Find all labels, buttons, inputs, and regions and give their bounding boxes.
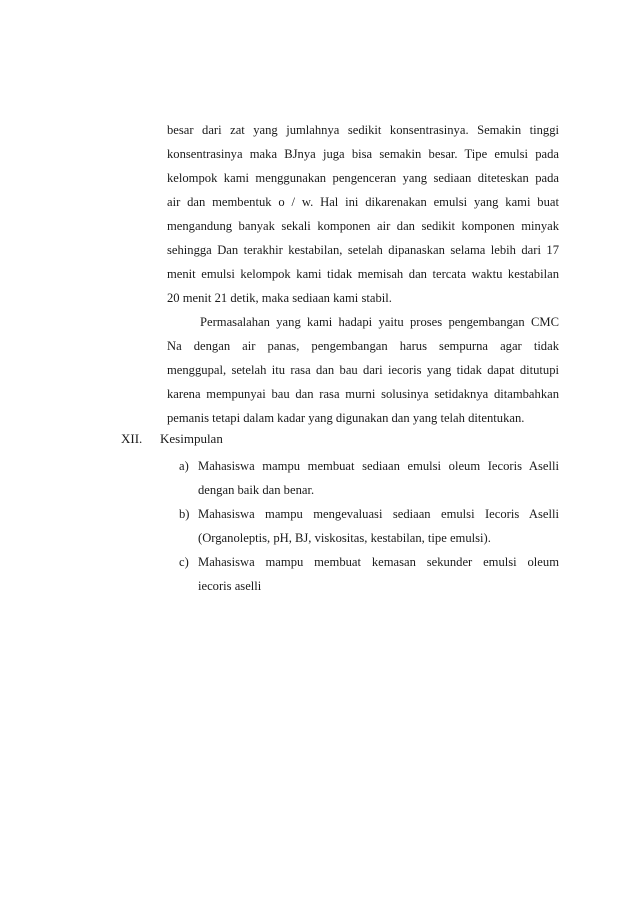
section-title: Kesimpulan bbox=[160, 431, 223, 446]
text-line: mengandung banyak sekali komponen air dan sedikit komponen minyak bbox=[167, 219, 559, 233]
text-line: konsentrasinya maka BJnya juga bisa semakin besar. Tipe emulsi pada bbox=[167, 147, 559, 161]
list-marker: b) bbox=[179, 507, 190, 521]
section-number: XII. bbox=[121, 431, 143, 446]
text-line: besar dari zat yang jumlahnya sedikit konsentrasinya. Semakin tinggi bbox=[167, 123, 559, 137]
text-line: iecoris aselli bbox=[198, 579, 262, 593]
text-line: menit emulsi kelompok kami tidak memisah dan tercata waktu kestabilan bbox=[167, 267, 559, 281]
text-line: menggupal, setelah itu rasa dan bau dari iecoris yang tidak dapat ditutupi bbox=[167, 363, 559, 377]
text-line: (Organoleptis, pH, BJ, viskositas, kestabilan, tipe emulsi). bbox=[198, 531, 491, 545]
text-line: karena mempunyai bau dan rasa murni solusinya setidaknya ditambahkan bbox=[167, 387, 559, 401]
text-line: air dan membentuk o / w. Hal ini dikarenakan emulsi yang kami buat bbox=[167, 195, 559, 209]
text-line: dengan baik dan benar. bbox=[198, 483, 315, 497]
text-line: 20 menit 21 detik, maka sediaan kami stabil. bbox=[167, 291, 392, 305]
text-line: pemanis tetapi dalam kadar yang digunakan dan yang telah ditentukan. bbox=[167, 411, 525, 425]
text-line: Na dengan air panas, pengembangan harus sempurna agar tidak bbox=[167, 339, 559, 353]
text-line: Mahasiswa mampu membuat sediaan emulsi oleum Iecoris Aselli bbox=[198, 459, 559, 473]
text-line: Mahasiswa mampu mengevaluasi sediaan emulsi Iecoris Aselli bbox=[198, 507, 559, 521]
text-line: Permasalahan yang kami hadapi yaitu proses pengembangan CMC bbox=[200, 315, 559, 329]
list-marker: c) bbox=[179, 555, 189, 569]
text-line: Mahasiswa mampu membuat kemasan sekunder emulsi oleum bbox=[198, 555, 559, 569]
text-line: sehingga Dan terakhir kestabilan, setelah dipanaskan selama lebih dari 17 bbox=[167, 243, 559, 257]
text-line: kelompok kami menggunakan pengenceran yang sediaan diteteskan pada bbox=[167, 171, 559, 185]
list-marker: a) bbox=[179, 459, 189, 473]
